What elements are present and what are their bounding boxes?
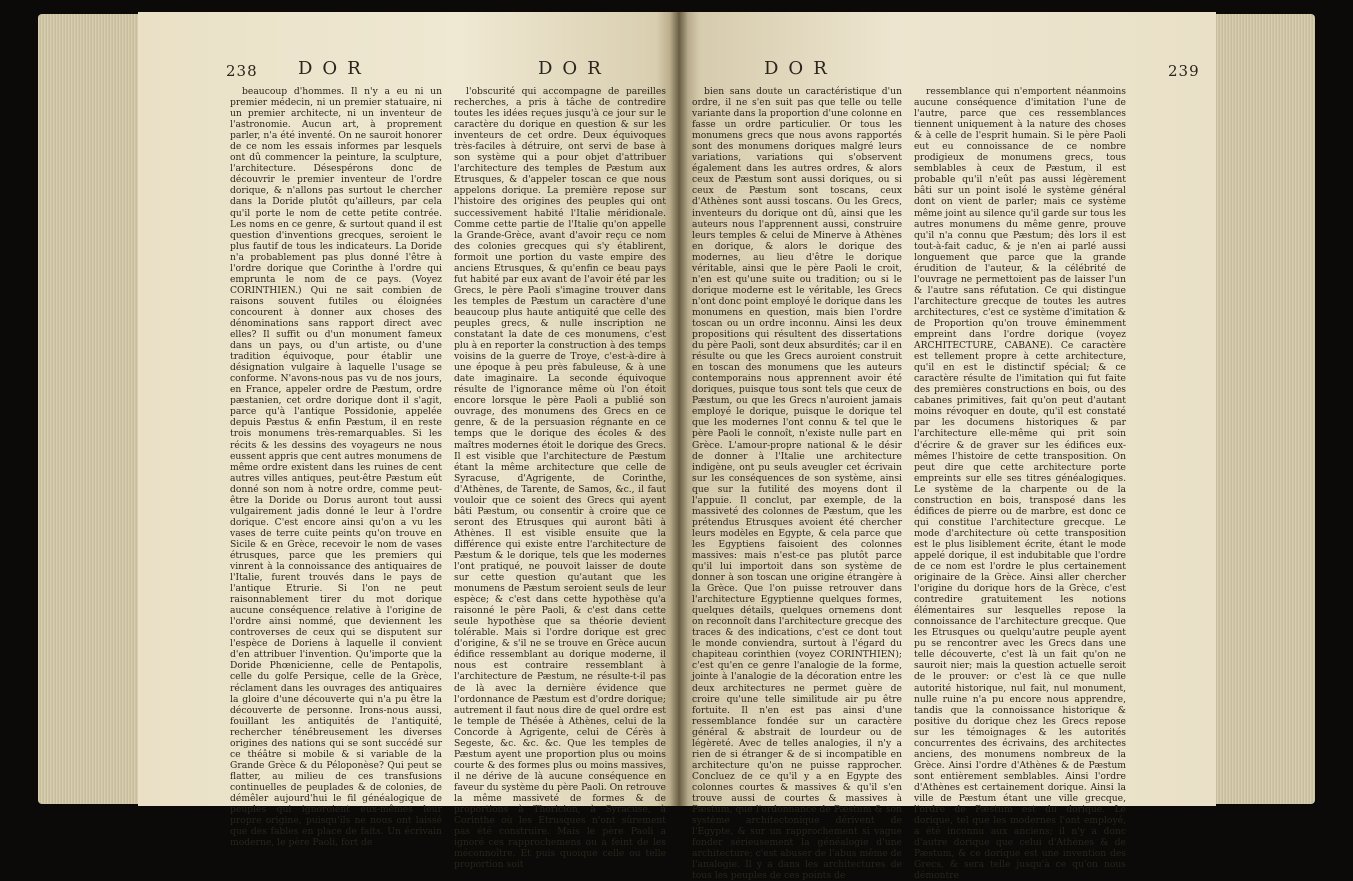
left-column-1: [230, 86, 442, 849]
book-gutter: [670, 12, 688, 806]
left-page-edges: [38, 14, 138, 804]
running-head-repeat: DOR: [538, 58, 611, 79]
page-number: 239: [1168, 62, 1200, 80]
right-page-edges: [1205, 14, 1315, 804]
right-column-1: [692, 86, 902, 881]
running-head: DOR: [298, 58, 371, 79]
left-column-2: [454, 86, 666, 871]
right-page: [678, 12, 1216, 881]
column-text: ressemblance qui n'emportent néanmoins aucune conséquence d'imitation l'une de l'autre, parce que ces ressemblances tiennent uniquement à la nature des choses & à celle de l'esprit humain. Si le père Paoli eut eu connoissance de ce nombre prodigieux de monumens grecs, tous semblables à ceux de Pæstum, il est probable qu'il n'eût pas aussi légèrement bâti sur un point isolé le système général dont on vient de parler; mais ce système même joint au silence qu'il garde sur tous les autres monumens du même genre, prouve qu'il n'a connu que Pæstum; dès lors il est tout-à-fait caduc, & je n'en ai parlé aussi longuement que parce que la grande érudition de l'auteur, & la célébrité de l'ouvrage ne permettoient pas de laisser l'un & l'autre sans réfutation. Ce qui distingue l'architecture grecque de toutes les autres architectures, c'est ce système d'imitation & de Proportion qu'on trouve éminemment empreint dans l'ordre dorique (voyez ARCHITECTURE, CABANE). Ce caractère est tellement propre à cette architecture, qu'il en est le distinctif spécial; & ce caractère résulte de l'imitation qui fut faite des premières constructions en bois, ou des cabanes primitives, fait qu'on peut d'autant moins révoquer en doute, qu'il est constaté par les documens historiques & par l'architecture elle-même qui prit soin d'écrire & de graver sur les édifices eux-mêmes l'histoire de cette transposition. On peut dire que cette architecture porte empreints sur elle ses titres généalogiques. Le système de la charpente ou de la construction en bois, transposé dans les édifices de pierre ou de marbre, est donc ce qui constitue l'architecture grecque. Le mode d'architecture où cette transposition est le plus lisiblement écrite, étant le mode appelé dorique, il est indubitable que l'ordre de ce nom est l'ordre le plus certainement originaire de la Grèce. Ainsi aller chercher l'origine du dorique hors de la Grèce, c'est contredire gratuitement les notions élémentaires sur lesquelles repose la connoissance de l'architecture grecque. Que les Etrusques ou quelqu'autre peuple ayent pu se rencontrer avec les Grecs dans une telle découverte, c'est là un fait qu'on ne sauroit nier; mais la question actuelle seroit de le prouver: or c'est là ce que nulle autorité historique, nul fait, nul monument, nulle ruine n'a pu encore nous apprendre, tandis que la connoissance historique & positive du dorique chez les Grecs repose sur les témoignages & les autorités concurrentes des écrivains, des architectes anciens, des monumens nombreux de la Grèce. Ainsi l'ordre d'Athènes & de Pæstum sont entièrement semblables. Ainsi l'ordre d'Athènes est certainement dorique. Ainsi la ville de Pæstum étant une ville grecque, l'ordre de Pæstum est du dorique. Le dorique, tel que les modernes l'ont employé, a été inconnu aux anciens; il n'y a donc d'autre dorique que celui d'Athènes & de Pæstum, & ce dorique est une invention des Grecs, & sera telle jusqu'à ce qu'on nous démontre: [914, 86, 1126, 881]
right-column-2: [914, 86, 1126, 881]
page-number: 238: [226, 62, 258, 80]
column-text: beaucoup d'hommes. Il n'y a eu ni un premier médecin, ni un premier statuaire, ni un premier architecte, ni un inventeur de l'astronomie. Aucun art, à proprement parler, n'a été inventé. On ne sauroit honorer de ce nom les essais informes par lesquels ont dû commencer la peinture, la sculpture, l'architecture. Désespérons donc de découvrir le premier inventeur de l'ordre dorique, & n'allons pas surtout le chercher dans la Doride plutôt qu'ailleurs, par cela qu'il porte le nom de cette petite contrée. Les noms en ce genre, & surtout quand il est question d'inventions grecques, seroient le plus fautif de tous les indicateurs. La Doride n'a probablement pas plus donné l'être à l'ordre dorique que Corinthe à l'ordre qui emprunta le nom de ce pays. (Voyez CORINTHIEN.) Qui ne sait combien de raisons souvent futiles ou éloignées concourent à donner aux choses des dénominations sans rapport direct avec elles? Il suffit ou d'un monument fameux dans un pays, ou d'un artiste, ou d'une tradition équivoque, pour établir une désignation vulgaire à laquelle l'usage se conforme. N'avons-nous pas vu de nos jours, en France, appeler ordre de Pæstum, ordre pæstanien, cet ordre dorique dont il s'agit, parce qu'à l'antique Possidonie, appelée depuis Pæstus & enfin Pæstum, il en reste trois monumens très-remarquables. Si les récits & les dessins des voyageurs ne nous eussent appris que cent autres monumens de même ordre existent dans les ruines de cent autres villes antiques, peut-être Pæstum eût donné son nom à notre ordre, comme peut-être la Doride ou Dorus auront tout aussi vulgairement jadis donné le leur à l'ordre dorique. C'est encore ainsi qu'on a vu les vases de terre cuite peints qu'on trouve en Sicile & en Grèce, recevoir le nom de vases étrusques, parce que les premiers qui vinrent à la connoissance des antiquaires de l'Italie, furent trouvés dans le pays de l'antique Etrurie. Si l'on ne peut raisonnablement tirer du mot dorique aucune conséquence relative à l'origine de l'ordre ainsi nommé, que deviennent les controverses de ceux qui se disputent sur l'espèce de Doriens à laquelle il convient d'en attribuer l'invention. Qu'importe que la Doride Phœnicienne, celle de Pentapolis, celle du golfe Persique, celle de la Grèce, réclament dans les ouvrages des antiquaires la gloire d'une découverte qui n'a pu être la découverte de personne. Irons-nous aussi, fouillant les antiquités de l'antiquité, rechercher ténébreusement les diverses origines des nations qui se sont succédé sur ce théâtre si mobile & si variable de la Grande Grèce & du Péloponèse? Qui peut se flatter, au milieu de ces transfusions continuelles de peuplades & de colonies, de démêler aujourd'hui le fil généalogique de peuples qui ignoroient eux-mêmes leur propre origine, puisqu'ils ne nous ont laissé que des fables en place de faits. Un écrivain moderne, le père Paoli, fort de: [230, 86, 442, 849]
left-page: [138, 12, 678, 871]
running-head: DOR: [764, 58, 837, 79]
column-text: bien sans doute un caractéristique d'un ordre, il ne s'en suit pas que telle ou telle variante dans la proportion d'une colonne en fasse un ordre particulier. Or tous les monumens grecs que nous avons rapportés sont des monumens doriques malgré leurs variations, variations qui s'observent également dans les autres ordres, & alors ceux de Pæstum sont aussi doriques, ou si ceux de Pæstum sont toscans, ceux d'Athènes sont aussi toscans. Ou les Grecs, inventeurs du dorique ont dû, ainsi que les auteurs nous l'apprennent aussi, construire leurs temples & celui de Minerve à Athènes en dorique, & alors le dorique des modernes, au lieu d'être le dorique véritable, ainsi que le père Paoli le croit, n'en est qu'une suite ou tradition; ou si le dorique moderne est le véritable, les Grecs n'ont donc point employé le dorique dans les monumens en question, mais bien l'ordre toscan ou un ordre inconnu. Ainsi les deux propositions qui résultent des dissertations du père Paoli, sont deux absurdités; car il en résulte ou que les Grecs auroient construit en toscan des monumens que les auteurs contemporains nous apprennent avoir été doriques, puisque tous sont tels que ceux de Pæstum, ou que les Grecs n'auroient jamais employé le dorique, puisque le dorique tel que les modernes l'ont connu & tel que le père Paoli le connoît, n'existe nulle part en Grèce. L'amour-propre national & le désir de donner à l'Italie une architecture indigène, ont pu seuls aveugler cet écrivain sur les conséquences de son système, ainsi que sur la futilité des moyens dont il l'appuie. Il conclut, par exemple, de la massiveté des colonnes de Pæstum, que les prétendus Etrusques avoient été chercher leurs modèles en Egypte, & cela parce que les Egyptiens faisoient des colonnes massives: mais n'est-ce pas plutôt parce qu'il lui importoit dans son système de donner à son toscan une origine étrangère à la Grèce. Que l'on puisse retrouver dans l'architecture Egyptienne quelques formes, quelques détails, quelques ornemens dont on reconnoît dans l'architecture grecque des traces & des indications, c'est ce dont tout le monde conviendra, surtout à l'égard du chapiteau corinthien (voyez CORINTHIEN); c'est qu'en ce genre l'analogie de la forme, jointe à l'analogie de la décoration entre les deux architectures ne permet guère de croire qu'une telle similitude air pu être fortuite. Il n'en est pas ainsi d'une ressemblance fondée sur un caractère général & abstrait de lourdeur ou de légèreté. Avec de telles analogies, il n'y a rien de si étranger & de si incompatible en architecture qu'on ne puisse rapprocher. Concluez de ce qu'il y a en Egypte des colonnes courtes & massives & qu'il s'en trouve aussi de courtes & massives à Pæstum, que l'ordonnance de Pæstum & son système architectonique dérivent de l'Egypte, & sur un rapprochement si vague fonder sérieusement la généalogie d'une architecture; c'est abuser de l'abus même de l'analogie. Il y a dans les architectures de tous les peuples de ces points de: [692, 86, 902, 881]
column-text: l'obscurité qui accompagne de pareilles recherches, a pris à tâche de contredire toutes les idées reçues jusqu'à ce jour sur le caractère du dorique en question & sur les inventeurs de cet ordre. Deux équivoques très-faciles à détruire, ont servi de base à son système qui a pour objet d'attribuer l'architecture des temples de Pæstum aux Etrusques, & d'appeler toscan ce que nous appelons dorique. La première repose sur l'histoire des origines des peuples qui ont successivement habité l'Italie méridionale. Comme cette partie de l'Italie qu'on appelle la Grande-Grèce, avant d'avoir reçu ce nom des colonies grecques qui s'y établirent, formoit une portion du vaste empire des anciens Etrusques, & qu'enfin ce beau pays fut habité par eux avant de l'avoir été par les Grecs, le père Paoli s'imagine trouver dans les temples de Pæstum un caractère d'une beaucoup plus haute antiquité que celle des peuples grecs, & nulle inscription ne constatant la date de ces monumens, c'est plu à en reporter la construction à des temps voisins de la guerre de Troye, c'est-à-dire à une époque à peu près fabuleuse, & à une date imaginaire. La seconde équivoque résulte de l'ignorance même où l'on étoit encore lorsque le père Paoli a publié son ouvrage, des monumens des Grecs en ce genre, & de la persuasion régnante en ce temps que le dorique des écoles & des maîtres modernes étoit le dorique des Grecs. Il est visible que l'architecture de Pæstum étant la même architecture que celle de Syracuse, d'Agrigente, de Corinthe, d'Athènes, de Tarente, de Samos, &c., il faut vouloir que ce soient des Grecs qui ayent bâti Pæstum, ou consentir à croire que ce seront des Etrusques qui auront bâti à Athènes. Il est visible ensuite que la différence qui existe entre l'architecture de Pæstum & le dorique, tels que les modernes l'ont pratiqué, ne pouvoit laisser de doute sur cette question qu'autant que les monumens de Pæstum seroient seuls de leur espèce; & c'est dans cette hypothèse qu'a raisonné le père Paoli, & c'est dans cette seule hypothèse que sa théorie devient tolérable. Mais si l'ordre dorique est grec d'origine, & s'il ne se trouve en Grèce aucun édifice ressemblant au dorique moderne, il nous est contraire ressemblant à l'architecture de Pæstum, ne résulte-t-il pas de là avec la dernière évidence que l'ordonnance de Pæstum est d'ordre dorique; autrement il faut nous dire de quel ordre est le temple de Thésée à Athènes, celui de la Concorde à Agrigente, celui de Cérès à Segeste, &c. &c. &c. Que les temples de Pæstum ayent une proportion plus ou moins courte & des formes plus ou moins massives, il ne dérive de là aucune conséquence en faveur du système du père Paoli. On retrouve la même massiveté de formes & de proportions à Thoricion, à Syracuse, à Corinthe où les Etrusques n'ont sûrement pas été construire. Mais le père Paoli a ignoré ces rapprochemens ou a feint de les méconnoître. Et puis quoique celle ou telle proportion soit: [454, 86, 666, 871]
